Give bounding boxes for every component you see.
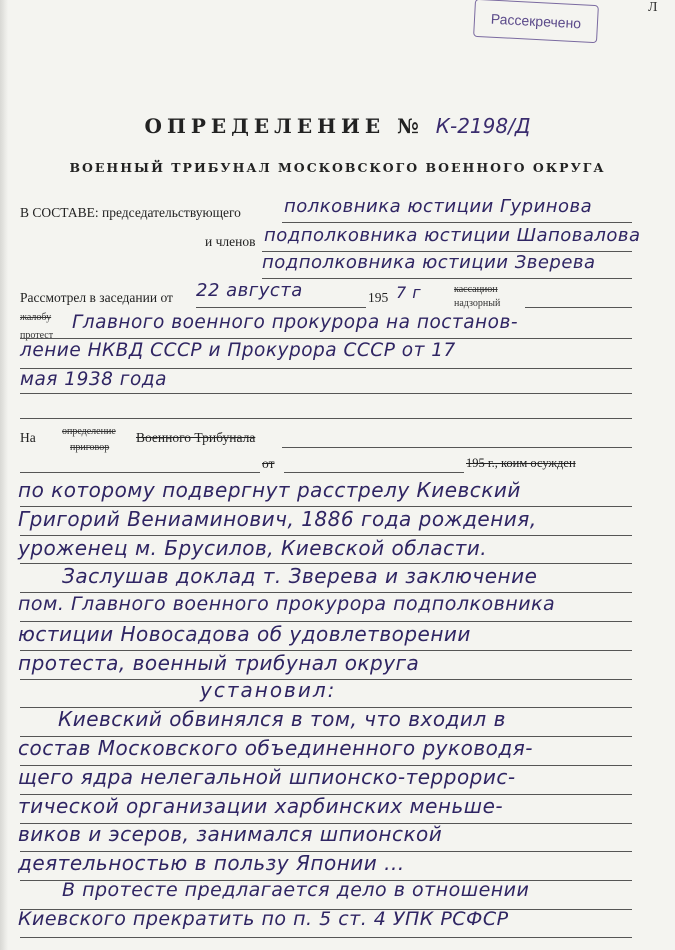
body-line-15: В протесте предлагается дело в отношении: [62, 879, 530, 901]
verdict-date-rule: [284, 472, 464, 473]
document-number: К-2198/Д: [435, 114, 531, 138]
body-line-6: юстиции Новосадова об удовлетворении: [18, 622, 471, 646]
verdict-on-label: На: [20, 430, 36, 445]
members-label: и членов: [205, 234, 256, 249]
hearing-line-3-rule: [20, 393, 632, 394]
supervisory-option: надзорный: [454, 298, 501, 309]
hearing-line-3: мая 1938 года: [20, 369, 167, 390]
member-1-name: подполковника юстиции Шаповалова: [264, 225, 641, 246]
title-prefix: ОПРЕДЕЛЕНИЕ №: [144, 114, 424, 138]
ruling-option: определение: [62, 426, 116, 437]
body-line-1: по которому подвергнут расстрелу Киевский: [18, 478, 521, 502]
member-2-rule: [262, 278, 632, 279]
member-2-name: подполковника юстиции Зверева: [262, 252, 596, 273]
verdict-rule: [282, 447, 632, 448]
hearing-line-1: Главного военного прокурора на постанов-: [72, 312, 519, 333]
hearing-end-rule: [525, 307, 632, 308]
document-title: [0, 114, 675, 138]
sentence-option: приговор: [70, 442, 110, 453]
body-line-16: Киевского прекратить по п. 5 ст. 4 УПК РСФСР: [18, 908, 509, 930]
declassified-stamp: Рассекречено: [473, 0, 599, 43]
complaint-option: жалобу: [20, 312, 52, 323]
blank-rule: [20, 418, 632, 419]
body-line-9: Киевский обвинялся в том, что входил в: [58, 707, 506, 731]
hearing-date-rule: [196, 307, 366, 308]
body-line-4: Заслушав доклад т. Зверева и заключение: [62, 564, 538, 588]
body-line-8-established: установил:: [200, 678, 337, 702]
body-line-10: состав Московского объединенного руководя-: [18, 736, 533, 760]
chairman-rule: [282, 222, 632, 223]
hearing-year-suffix: 7 г: [396, 283, 422, 302]
chairman-name: полковника юстиции Гуринова: [284, 196, 593, 217]
hearing-line-2: ление НКВД СССР и Прокурора СССР от 17: [20, 340, 456, 361]
body-line-7: протеста, военный трибунал округа: [18, 651, 420, 675]
composition-label: В СОСТАВЕ: председательствующего: [20, 205, 241, 220]
page-number: Л: [648, 0, 658, 15]
body-rule-16: [20, 937, 632, 938]
protest-option: протест: [20, 330, 54, 341]
body-line-13: виков и эсеров, занимался шпионской: [18, 822, 443, 846]
verdict-from-label: от: [262, 456, 275, 471]
tribunal-label: Военного Трибунала: [136, 430, 256, 445]
cassation-option: кассацион: [454, 284, 498, 295]
body-line-2: Григорий Вениаминович, 1886 года рождения,: [18, 507, 537, 531]
verdict-from-rule: [20, 472, 260, 473]
hearing-label: Рассмотрел в заседании от: [20, 290, 173, 305]
court-name: ВОЕННЫЙ ТРИБУНАЛ МОСКОВСКОГО ВОЕННОГО ОКРУГА: [69, 160, 606, 175]
body-line-5: пом. Главного военного прокурора подполковника: [18, 593, 556, 615]
page-fold-shadow: [0, 0, 8, 950]
body-line-11: щего ядра нелегальной шпионско-террорис-: [18, 765, 516, 789]
hearing-line-1-rule: [20, 338, 632, 339]
body-line-14: деятельностью в пользу Японии ...: [18, 851, 405, 875]
hearing-date: 22 августа: [196, 280, 303, 301]
body-line-12: тической организации харбинских меньше-: [18, 794, 504, 818]
verdict-year-label: 195 г., коим осужден: [466, 456, 576, 470]
hearing-year-prefix: 195: [368, 290, 389, 305]
body-line-3: уроженец м. Брусилов, Киевской области.: [18, 536, 488, 560]
